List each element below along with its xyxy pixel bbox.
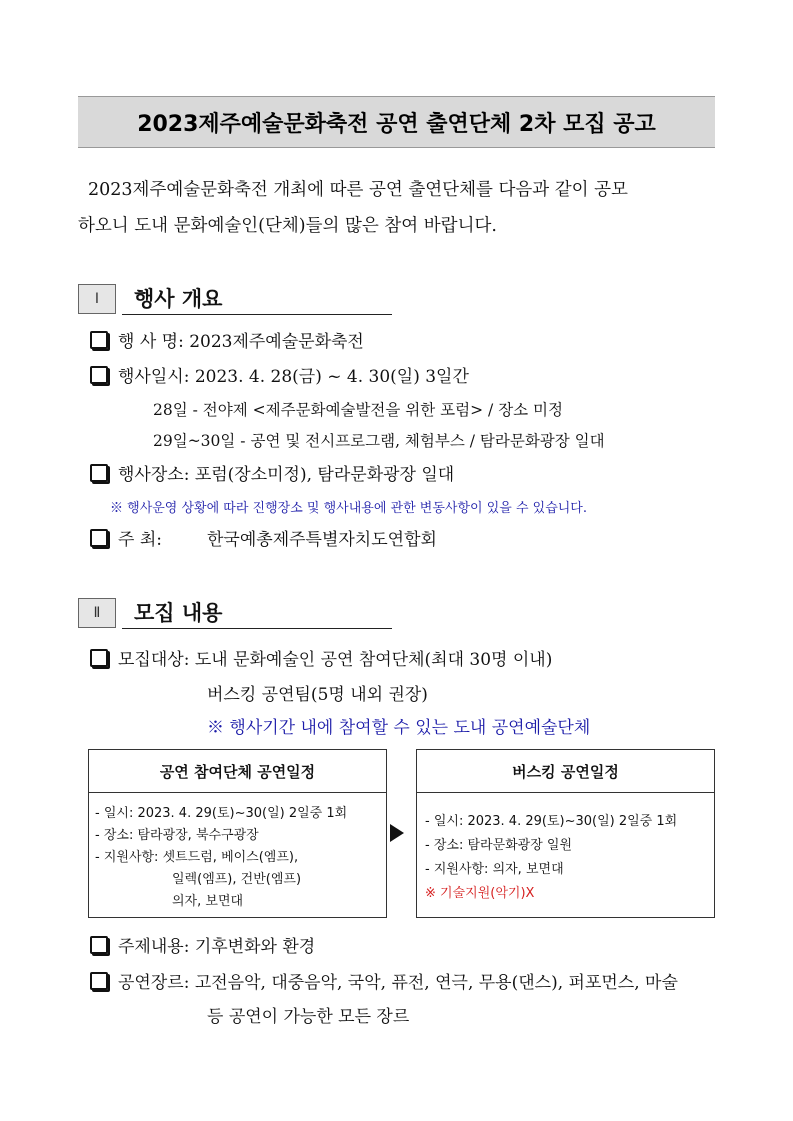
host-label: 주 최: xyxy=(118,530,162,550)
event-name: 행 사 명: 2023제주예술문화축전 xyxy=(118,332,364,352)
box-right-red-note: ※ 기술지원(악기)X xyxy=(425,886,535,901)
box-right-line: - 장소: 탐라문화광장 일원 xyxy=(425,838,573,853)
section-1-underline xyxy=(122,314,392,315)
checkbox-icon xyxy=(90,331,108,349)
box-left-heading: 공연 참여단체 공연일정 xyxy=(89,750,386,793)
box-left-line: - 장소: 탐라광장, 북수구광장 xyxy=(95,828,259,843)
checkbox-icon xyxy=(90,464,108,482)
section-2-number: Ⅱ xyxy=(78,598,116,628)
section-1-number: Ⅰ xyxy=(78,284,116,314)
checkbox-icon xyxy=(90,529,108,547)
genre: 공연장르: 고전음악, 대중음악, 국악, 퓨전, 연극, 무용(댄스), 퍼포먼스, 마술 xyxy=(118,973,678,993)
venue-note: ※ 행사운영 상황에 따라 진행장소 및 행사내용에 관한 변동사항이 있을 수 있습니다. xyxy=(110,501,588,516)
box-performance-schedule xyxy=(88,749,387,918)
event-dates: 행사일시: 2023. 4. 28(금) ~ 4. 30(일) 3일간 xyxy=(118,367,469,387)
genre-2: 등 공연이 가능한 모든 장르 xyxy=(207,1007,410,1027)
section-2-underline xyxy=(122,628,392,629)
box-left-line: - 지원사항: 셋트드럼, 베이스(엠프), xyxy=(95,850,299,865)
box-right-line: - 일시: 2023. 4. 29(토)~30(일) 2일중 1회 xyxy=(425,814,678,829)
checkbox-icon xyxy=(90,972,108,990)
checkbox-icon xyxy=(90,936,108,954)
title-banner xyxy=(78,96,715,148)
event-venue: 행사장소: 포럼(장소미정), 탐라문화광장 일대 xyxy=(118,465,455,485)
box-right-heading: 버스킹 공연일정 xyxy=(417,750,714,793)
section-2-title: 모집 내용 xyxy=(134,601,223,625)
section-1-title: 행사 개요 xyxy=(134,287,223,311)
host-value: 한국예총제주특별자치도연합회 xyxy=(207,530,437,550)
page-title: 2023제주예술문화축전 공연 출연단체 2차 모집 공고 xyxy=(137,111,656,137)
date-detail-2: 29일~30일 - 공연 및 전시프로그램, 체험부스 / 탐라문화광장 일대 xyxy=(153,432,605,450)
arrow-right-icon xyxy=(390,824,404,842)
recruit-target-note: ※ 행사기간 내에 참여할 수 있는 도내 공연예술단체 xyxy=(207,718,591,738)
recruit-target-2: 버스킹 공연팀(5명 내외 권장) xyxy=(207,685,428,705)
recruit-target: 모집대상: 도내 문화예술인 공연 참여단체(최대 30명 이내) xyxy=(118,650,553,670)
checkbox-icon xyxy=(90,649,108,667)
intro-line-2: 하오니 도내 문화예술인(단체)들의 많은 참여 바랍니다. xyxy=(78,216,497,236)
checkbox-icon xyxy=(90,366,108,384)
box-left-line: 의자, 보면대 xyxy=(172,894,244,909)
box-left-line: 일렉(엠프), 건반(엠프) xyxy=(172,872,302,887)
box-right-line: - 지원사항: 의자, 보면대 xyxy=(425,862,564,877)
box-busking-schedule xyxy=(416,749,715,918)
theme: 주제내용: 기후변화와 환경 xyxy=(118,937,316,957)
date-detail-1: 28일 - 전야제 <제주문화예술발전을 위한 포럼> / 장소 미정 xyxy=(153,401,564,419)
intro-line-1: 2023제주예술문화축전 개최에 따른 공연 출연단체를 다음과 같이 공모 xyxy=(88,180,628,200)
box-left-line: - 일시: 2023. 4. 29(토)~30(일) 2일중 1회 xyxy=(95,806,348,821)
